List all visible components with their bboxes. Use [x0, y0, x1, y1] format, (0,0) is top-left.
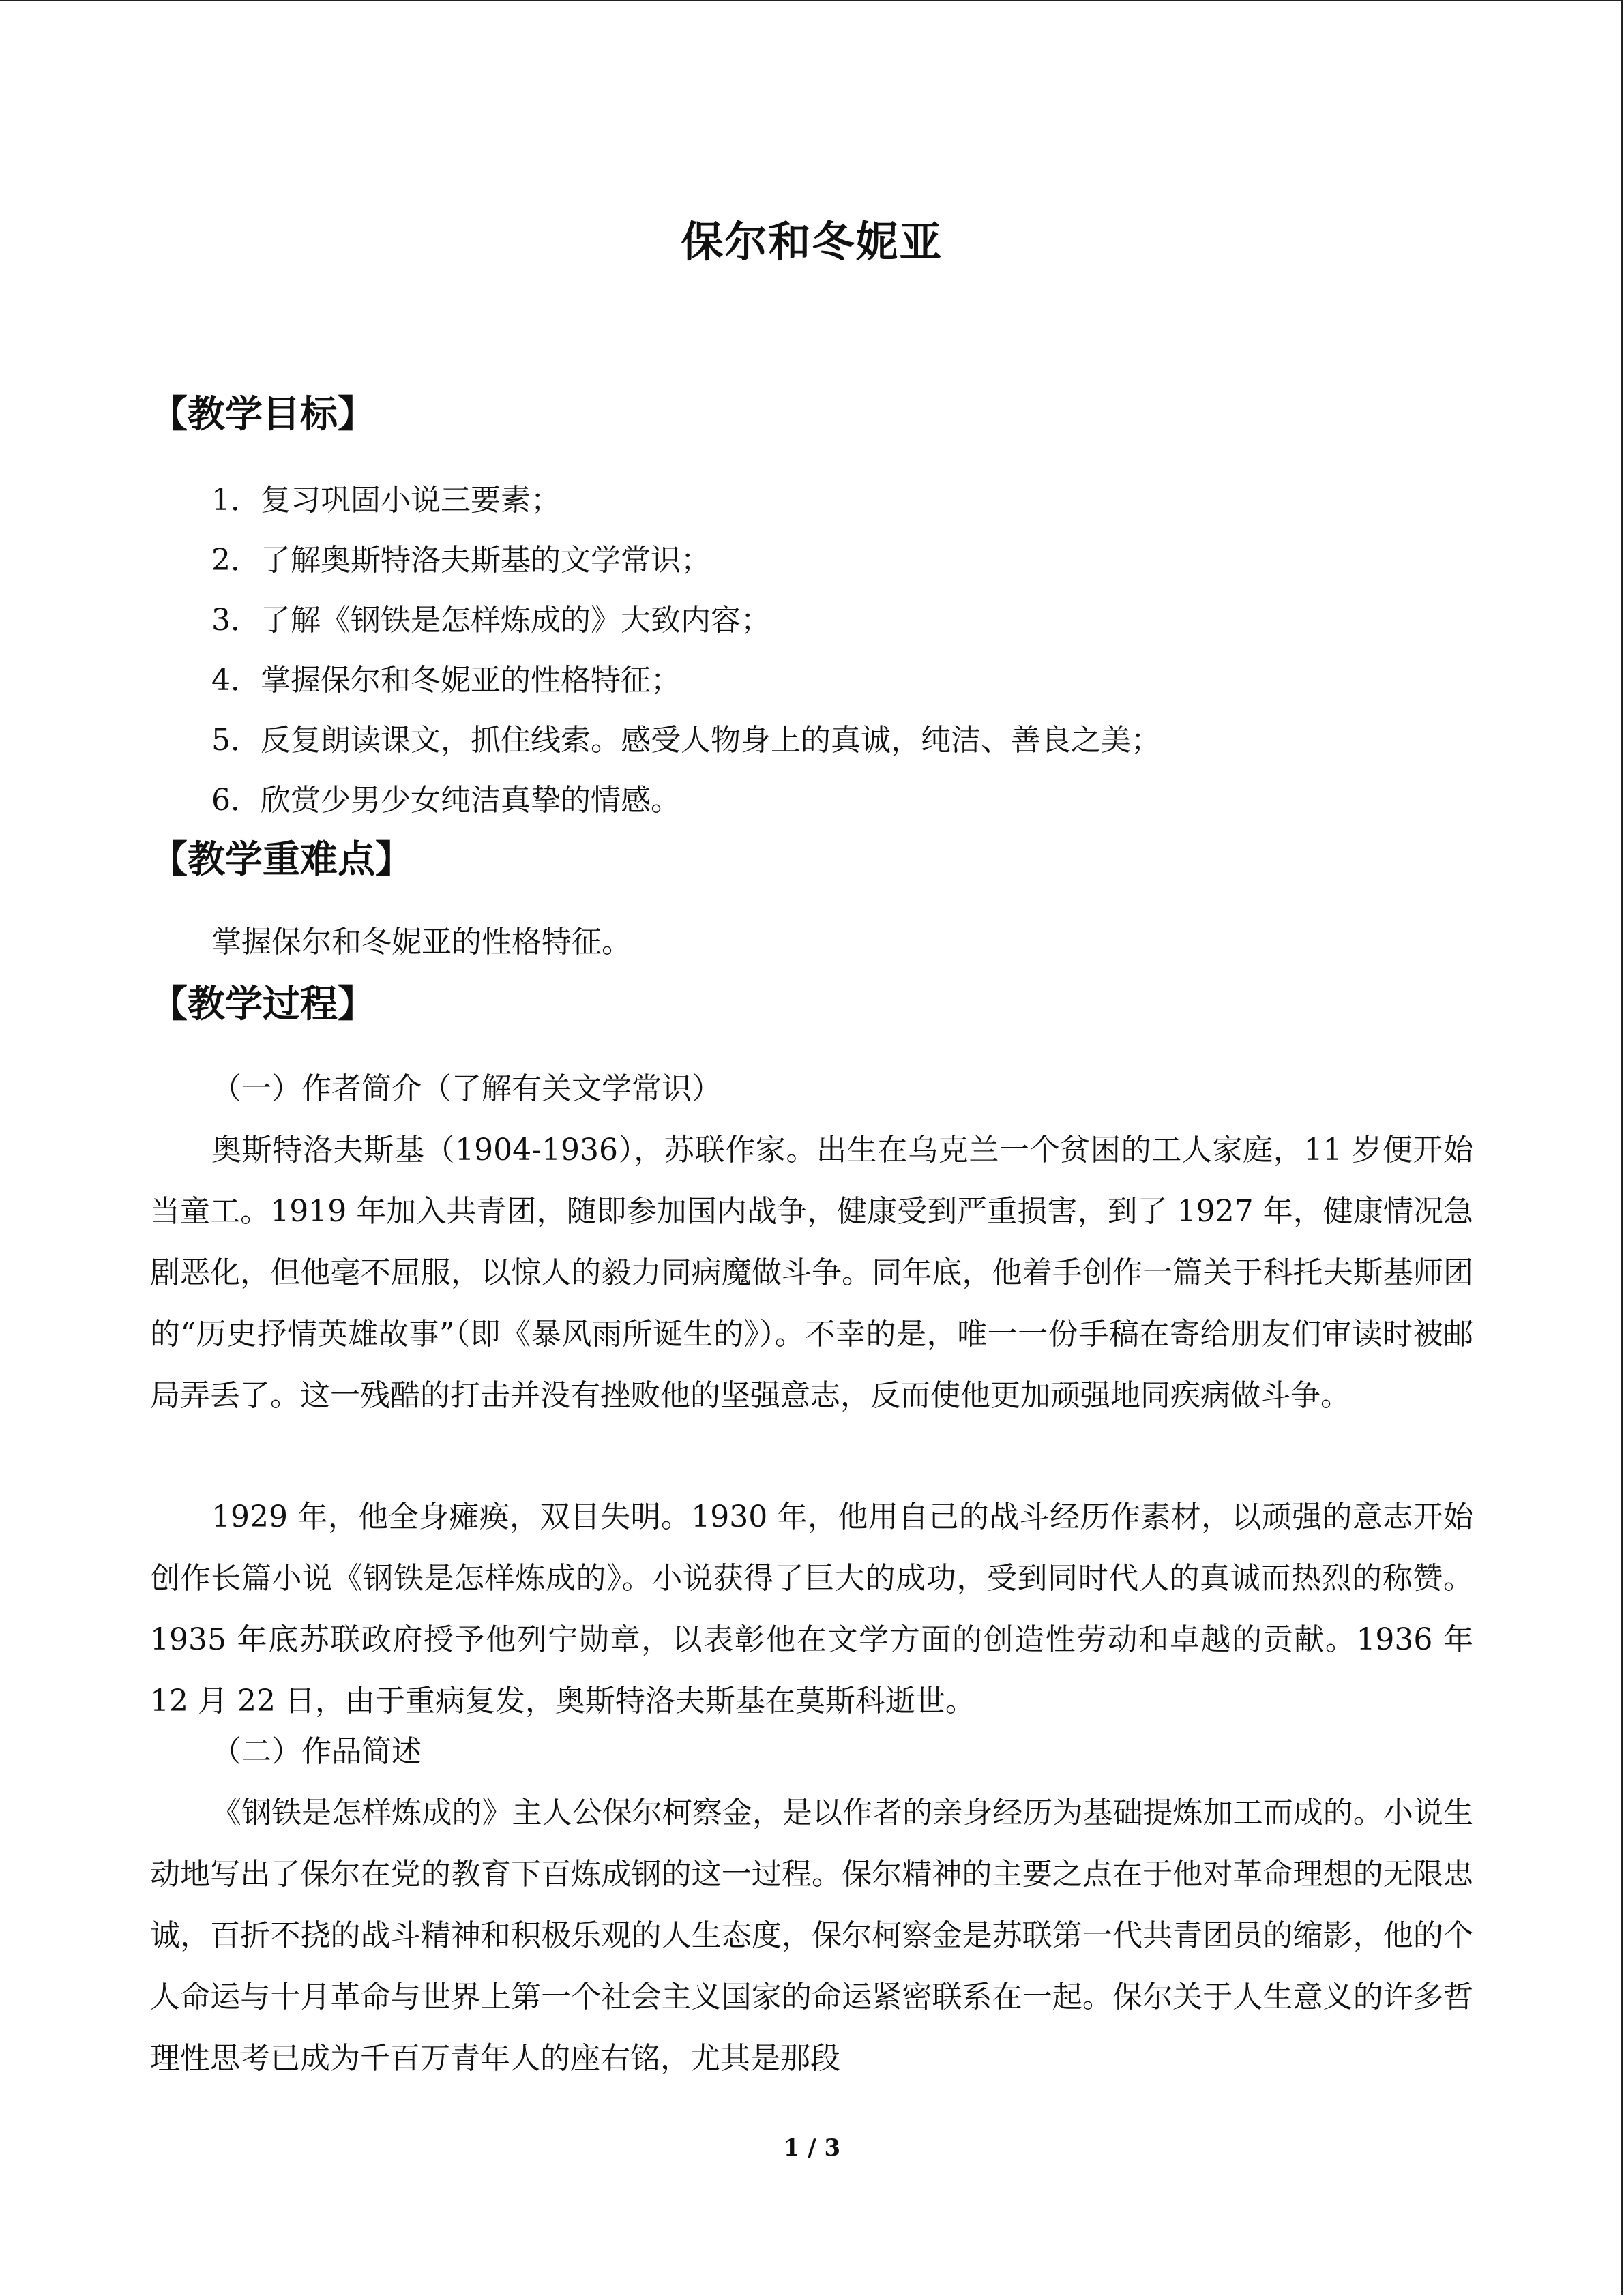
work-summary-subheading: （二）作品简述: [211, 1734, 422, 1769]
author-intro-subheading: （一）作者简介（了解有关文学常识）: [211, 1071, 722, 1106]
list-item: 1．复习巩固小说三要素；: [211, 483, 561, 518]
list-item: 5．反复朗读课文，抓住线索。感受人物身上的真诚，纯洁、善良之美；: [211, 723, 1161, 758]
list-item: 4．掌握保尔和冬妮亚的性格特征；: [211, 663, 681, 698]
list-item: 2．了解奥斯特洛夫斯基的文学常识；: [211, 543, 711, 578]
list-item: 3．了解《钢铁是怎样炼成的》大致内容；: [211, 603, 771, 638]
page-number: 1 / 3: [783, 2134, 841, 2162]
work-summary-paragraph: 《钢铁是怎样炼成的》主人公保尔柯察金，是以作者的亲身经历为基础提炼加工而成的。小说生动地写出了保尔在党的教育下百炼成钢的这一过程。保尔精神的主要之点在于他对革命理想的无限忠诚，百折不挠的战斗精神和积极乐观的人生态度，保尔柯察金是苏联第一代共青团员的缩影，他的个人命运与十月革命与世界上第一个社会主义国家的命运紧密联系在一起。保尔关于人生意义的许多哲理性思考已成为千百万青年人的座右铭，尤其是那段: [150, 1795, 1473, 2076]
key-points-heading: 【教学重难点】: [150, 837, 413, 881]
author-intro-paragraph-1: 奥斯特洛夫斯基（1904-1936），苏联作家。出生在乌克兰一个贫困的工人家庭，11 岁便开始当童工。1919 年加入共青团，随即参加国内战争，健康受到严重损害，到了 1927 年，健康情况急剧恶化，但他毫不屈服，以惊人的毅力同病魔做斗争。同年底，他着手创作一篇关于科托夫斯基师团的“历史抒情英雄故事”（即《暴风雨所诞生的》）。不幸的是，唯一一份手稿在寄给朋友们审读时被邮局弄丢了。这一残酷的打击并没有挫败他的坚强意志，反而使他更加顽强地同疾病做斗争。: [150, 1133, 1473, 1413]
key-points-text: 掌握保尔和冬妮亚的性格特征。: [211, 925, 632, 959]
author-intro-paragraph-2: 1929 年，他全身瘫痪，双目失明。1930 年，他用自己的战斗经历作素材，以顽强的意志开始创作长篇小说《钢铁是怎样炼成的》。小说获得了巨大的成功，受到同时代人的真诚而热烈的称赞。1935 年底苏联政府授予他列宁勋章，以表彰他在文学方面的创造性劳动和卓越的贡献。1936 年 12 月 22 日，由于重病复发，奥斯特洛夫斯基在莫斯科逝世。: [150, 1500, 1473, 1718]
page-title: 保尔和冬妮亚: [681, 217, 943, 267]
teaching-process-heading: 【教学过程】: [150, 982, 376, 1026]
list-item: 6．欣赏少男少女纯洁真挚的情感。: [211, 783, 681, 818]
teaching-goals-list: [211, 471, 1161, 831]
teaching-goals-heading: 【教学目标】: [150, 392, 376, 436]
